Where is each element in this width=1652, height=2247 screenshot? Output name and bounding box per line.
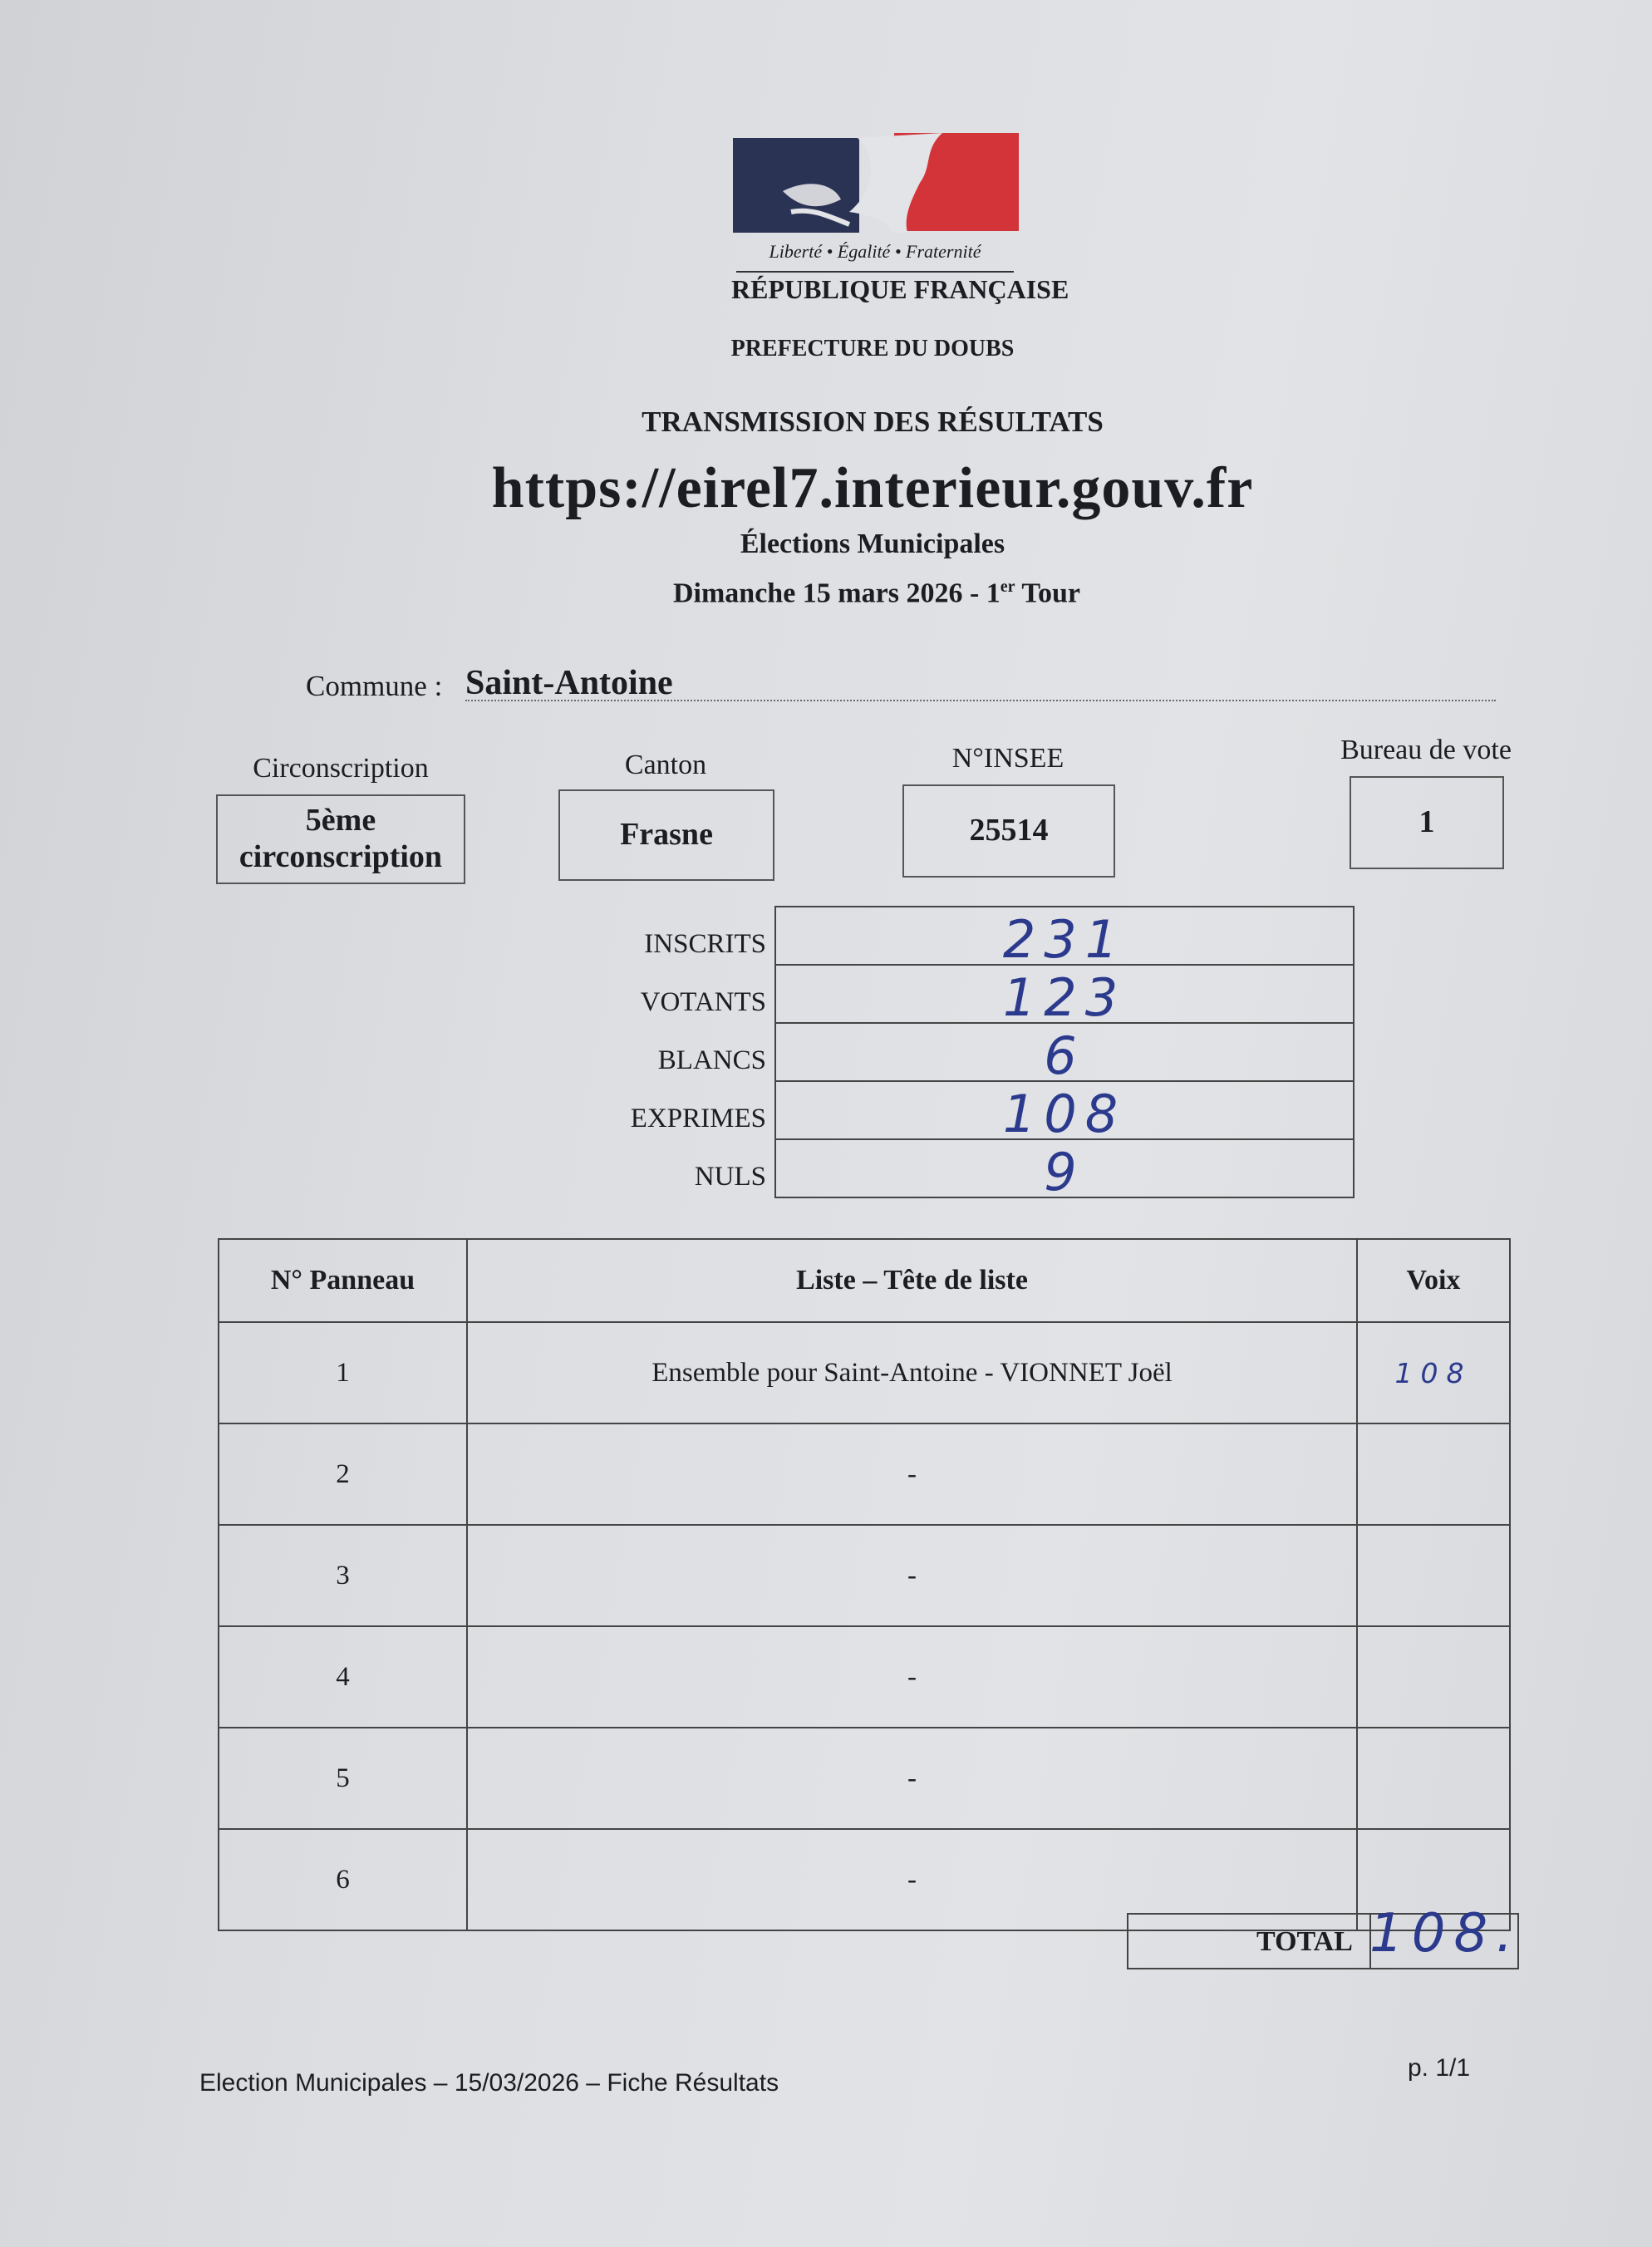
voix-cell[interactable] <box>1357 1525 1510 1626</box>
liste-cell: - <box>467 1423 1357 1525</box>
logo-divider <box>736 271 1014 273</box>
table-row <box>219 1626 1510 1728</box>
commune-dotted-line <box>465 700 1496 701</box>
republique-francaise-logo <box>731 133 1069 304</box>
circonscription-box <box>216 794 465 884</box>
liste-cell: - <box>467 1626 1357 1728</box>
stats-table <box>774 906 1355 1202</box>
election-title: Élections Municipales <box>740 529 1005 559</box>
canton-value: Frasne <box>620 817 713 853</box>
voix-cell[interactable]: 108 <box>1357 1322 1510 1423</box>
liste-cell: - <box>467 1829 1357 1930</box>
stat-value-blancs[interactable]: 6 <box>1044 1025 1085 1086</box>
stat-row-inscrits <box>776 907 1353 970</box>
logo-motto: Liberté • Égalité • Fraternité <box>769 241 981 262</box>
circonscription-line1: 5ème <box>305 803 376 838</box>
page-number: p. 1/1 <box>1408 2054 1471 2082</box>
stat-label-exprimes: EXPRIMES <box>630 1104 766 1133</box>
canton-label: Canton <box>624 750 707 780</box>
election-date <box>0 578 1652 609</box>
panneau-cell: 6 <box>219 1829 467 1930</box>
panneau-cell: 2 <box>219 1423 467 1525</box>
stat-label-blancs: BLANCS <box>657 1045 766 1075</box>
voix-cell[interactable] <box>1357 1626 1510 1728</box>
stat-row-votants <box>776 966 1353 1028</box>
circonscription-label: Circonscription <box>253 753 429 784</box>
liste-cell: Ensemble pour Saint-Antoine - VIONNET Joël <box>467 1322 1357 1423</box>
bureau-value: 1 <box>1418 804 1435 840</box>
date-tour: Tour <box>1015 578 1080 609</box>
circonscription-line2: circonscription <box>238 839 443 874</box>
bureau-box <box>1350 776 1504 869</box>
commune-value: Saint-Antoine <box>465 664 673 702</box>
panneau-cell: 3 <box>219 1525 467 1626</box>
header-liste: Liste – Tête de liste <box>467 1239 1357 1322</box>
stat-value-inscrits[interactable]: 231 <box>1002 909 1127 970</box>
table-row <box>219 1423 1510 1525</box>
website-url: https://eirel7.interieur.gouv.fr <box>491 456 1254 520</box>
stat-row-exprimes <box>776 1082 1353 1144</box>
table-row <box>219 1728 1510 1829</box>
stat-label-inscrits: INSCRITS <box>644 929 766 959</box>
liste-cell: - <box>467 1728 1357 1829</box>
panneau-cell: 1 <box>219 1322 467 1423</box>
header-voix: Voix <box>1357 1239 1510 1322</box>
insee-label: N°INSEE <box>951 743 1064 774</box>
table-row <box>219 1322 1510 1423</box>
canton-box <box>558 789 774 881</box>
marianne-flag-icon <box>733 133 1019 233</box>
transmission-title: TRANSMISSION DES RÉSULTATS <box>642 406 1104 438</box>
results-table <box>218 1238 1511 1931</box>
stat-row-nuls <box>776 1140 1353 1202</box>
results-header-row <box>219 1239 1510 1322</box>
panneau-cell: 5 <box>219 1728 467 1829</box>
insee-value: 25514 <box>969 813 1049 848</box>
footer-text: Election Municipales – 15/03/2026 – Fiche Résultats <box>199 2069 779 2097</box>
bureau-label: Bureau de vote <box>1340 735 1512 765</box>
header-panneau: N° Panneau <box>219 1239 467 1322</box>
stat-value-votants[interactable]: 123 <box>1002 967 1127 1028</box>
total-value[interactable]: 108. <box>1369 1903 1522 1964</box>
stat-value-nuls[interactable]: 9 <box>1044 1142 1085 1202</box>
total-box <box>1127 1903 1522 1969</box>
stat-value-exprimes[interactable]: 108 <box>1002 1084 1127 1144</box>
prefecture-title: PREFECTURE DU DOUBS <box>730 336 1015 361</box>
commune-label: Commune : <box>306 670 443 702</box>
date-ordinal: er <box>1000 578 1015 596</box>
stat-label-votants: VOTANTS <box>640 987 766 1017</box>
stat-label-nuls: NULS <box>694 1162 766 1192</box>
voix-cell[interactable] <box>1357 1423 1510 1525</box>
stat-row-blancs <box>776 1024 1353 1086</box>
insee-box <box>902 784 1115 878</box>
liste-cell: - <box>467 1525 1357 1626</box>
logo-republic-name: RÉPUBLIQUE FRANÇAISE <box>731 274 1069 304</box>
table-row <box>219 1525 1510 1626</box>
panneau-cell: 4 <box>219 1626 467 1728</box>
voix-cell[interactable] <box>1357 1728 1510 1829</box>
total-label: TOTAL <box>1256 1926 1353 1957</box>
date-text: Dimanche 15 mars 2026 - 1 <box>672 578 1001 609</box>
